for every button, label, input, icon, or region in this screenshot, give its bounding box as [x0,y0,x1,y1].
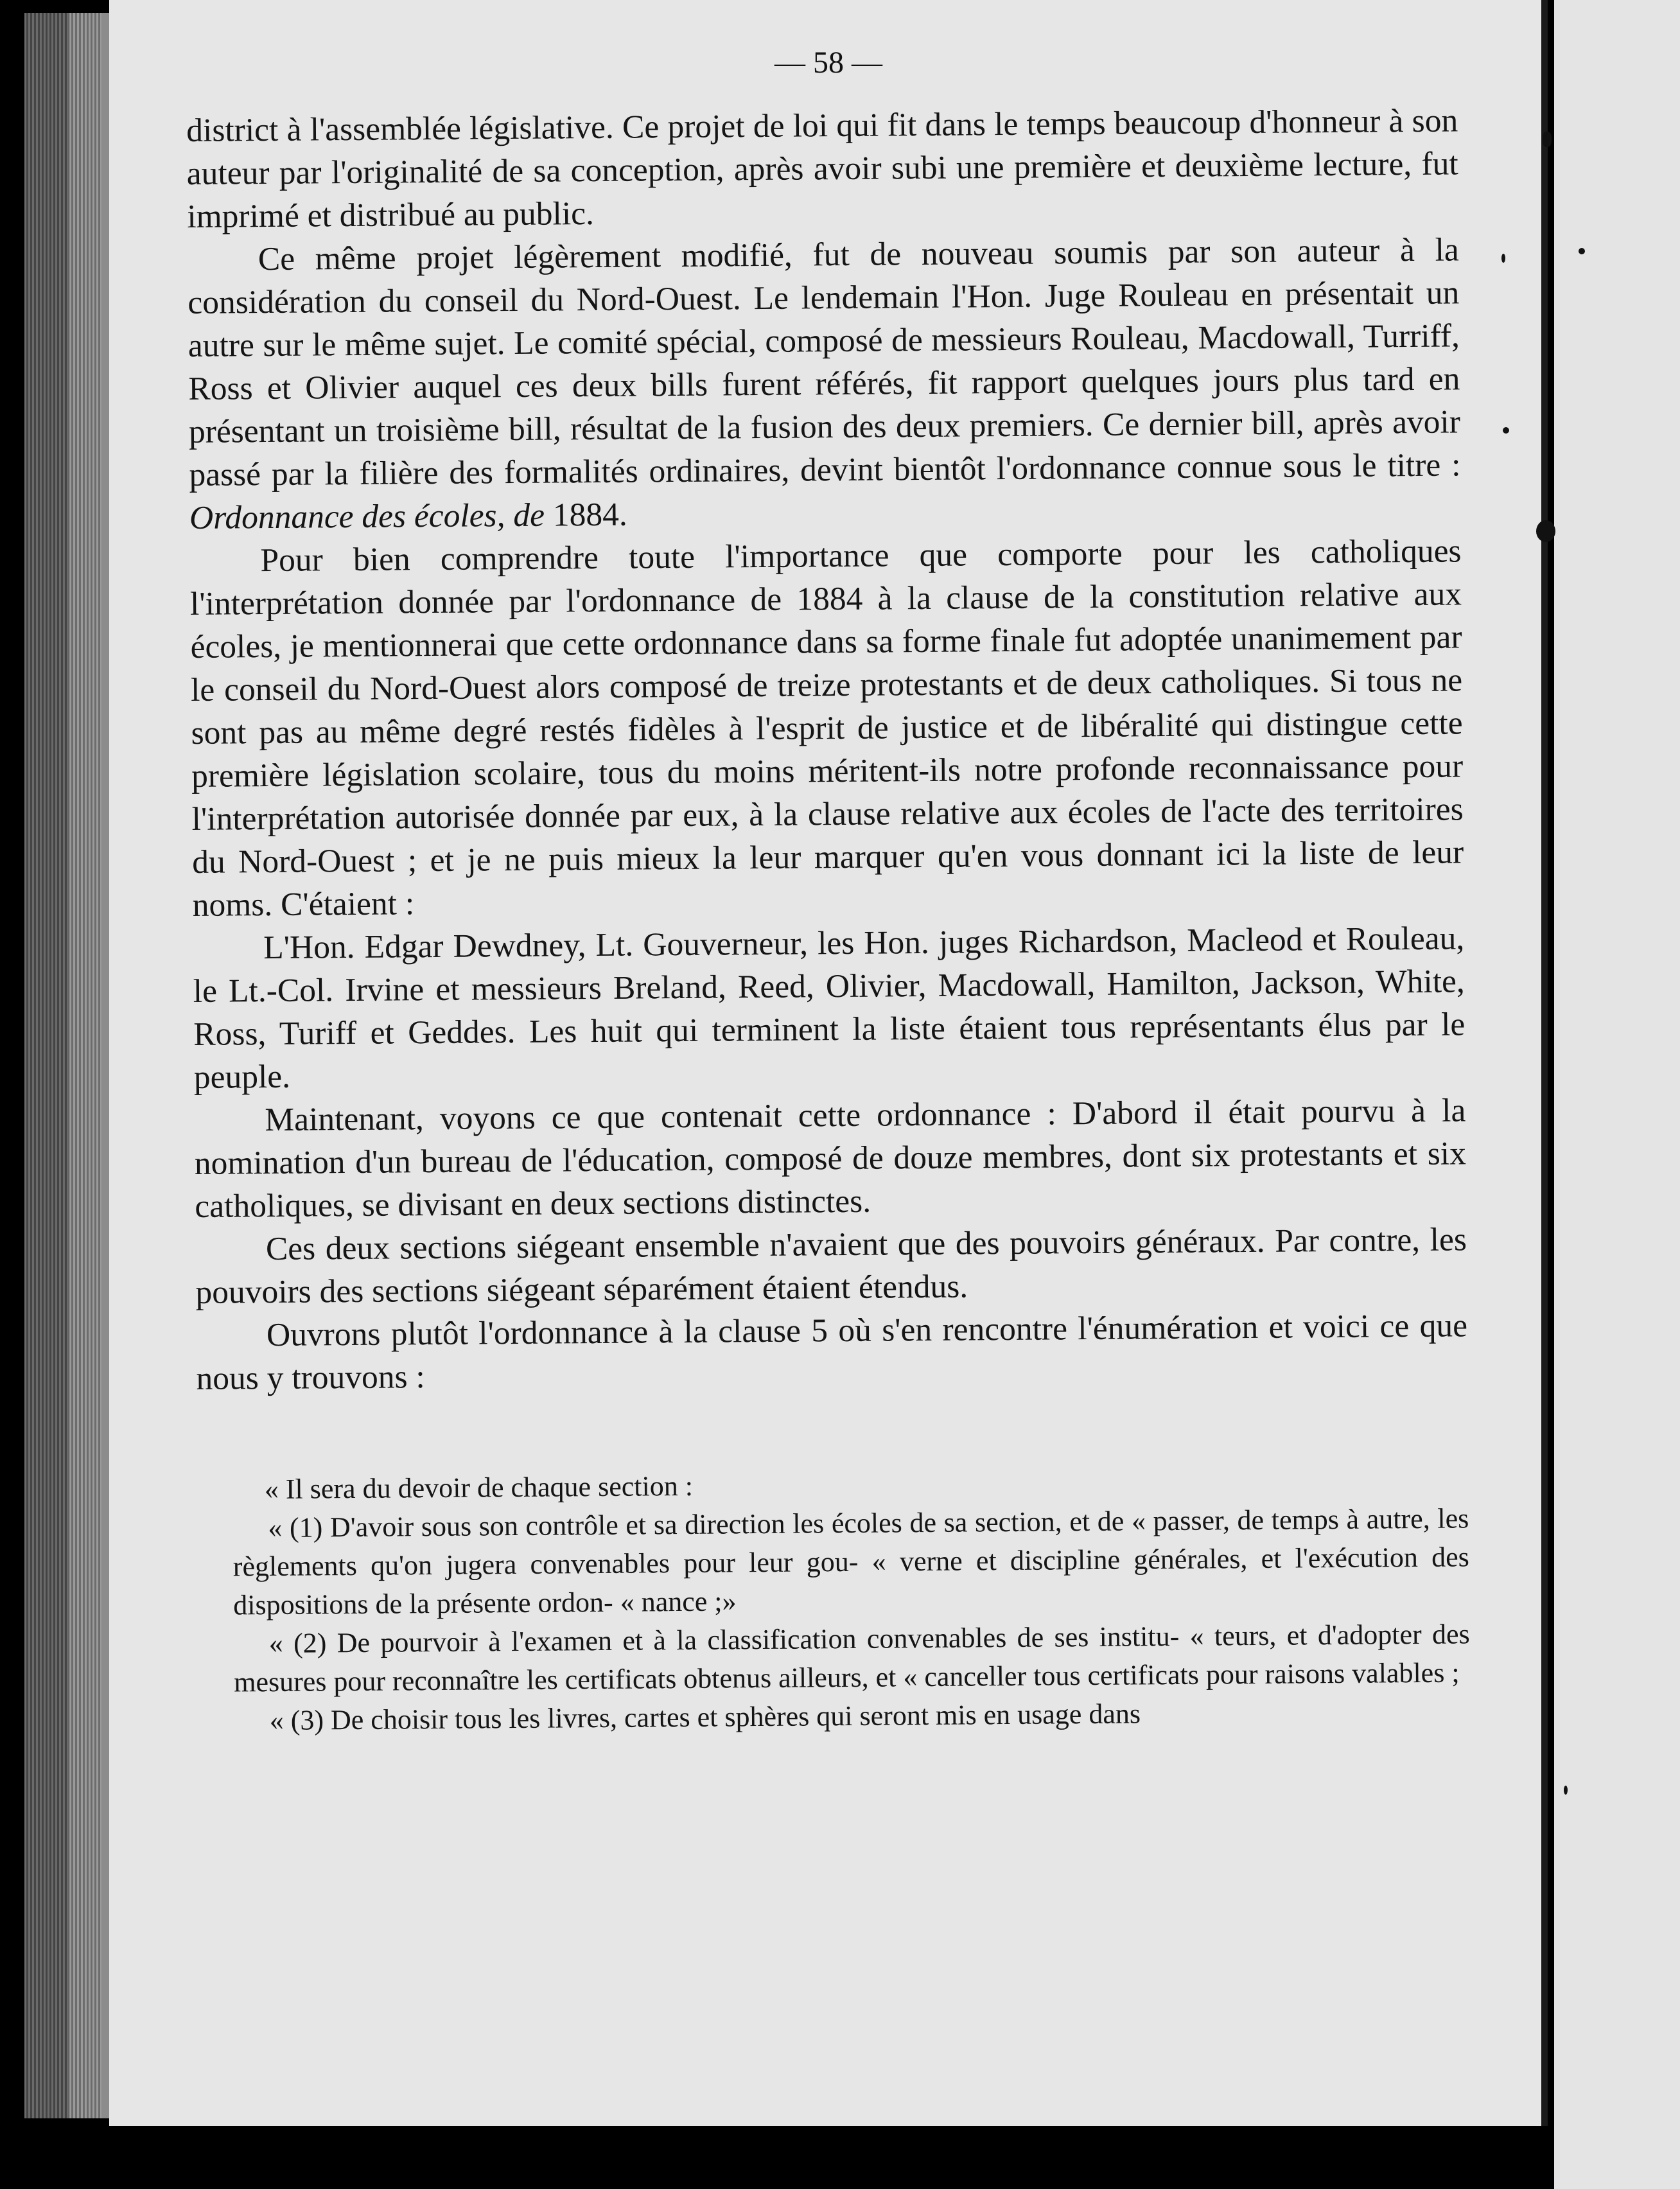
paragraph: L'Hon. Edgar Dewdney, Lt. Gouverneur, les Hon. juges Richardson, Macleod et Rouleau, le Lt.-Col. Irvine et messieurs Breland, Reed, Olivier, Macdowall, Hamilton, Jackson, White, Ross, Turiff et Geddes. Les huit qui terminent la liste étaient tous représentants élus par le peuple. [193,920,1466,1096]
quote-intro: « Il sera du devoir de chaque section : [264,1470,694,1506]
paragraph: Ouvrons plutôt l'ordonnance à la clause 5 où s'en rencontre l'énumération et voici ce que nous y trouvons : [196,1307,1468,1397]
quote-item: « (3) De choisir tous les livres, cartes et sphères qui seront mis en usage dans [269,1698,1141,1737]
page-stack-edge [24,13,69,2118]
paragraph [188,228,1462,540]
page-number: — 58 — [774,46,882,80]
scan-speck [1501,254,1505,263]
scan-speck [1543,132,1552,147]
paragraph: Pour bien comprendre toute l'importance que comporte pour les catholiques l'interprétation donnée par l'ordonnance de 1884 à la clause de la constitution relative aux écoles, je mentionnerai que cette ordonnance dans sa forme finale fut adoptée unanimement par le conseil du Nord-Ouest alors composé de treize protestants et de deux catholiques. Si tous ne sont pas au même degré restés fidèles à l'esprit de justice et de libéralité qui distingue cette première législation scolaire, tous du moins méritent-ils notre profonde reconnaissance pour l'interprétation autorisée donnée par eux, à la clause relative aux écoles de l'acte des territoires du Nord-Ouest ; et je ne puis mieux la leur marquer qu'en vous donnant ici la liste de leur noms. C'étaient : [189,532,1464,924]
ordinance-year: 1884. [552,496,627,534]
adjacent-page [1554,0,1680,2189]
paragraph: district à l'assemblée législative. Ce projet de loi qui fit dans le temps beaucoup d'honneur à son auteur par l'originalité de sa conception, après avoir subi une première et deuxième lecture, fut imprimé et distribué au public. [186,102,1458,235]
scan-speck [1536,520,1555,542]
scan-speck [1579,248,1585,254]
paragraph-text: Ce même projet légèrement modifié, fut de nouveau soumis par son auteur à la considération du conseil du Nord-Ouest. Le lendemain l'Hon. Juge Rouleau en présentait un autre sur le même sujet. Le comité spécial, composé de messieurs Rouleau, Macdowall, Turriff, Ross et Olivier auquel ces deux bills furent référés, fit rapport quelques jours plus tard en présentant un troisième bill, résultat de la fusion des deux premiers. Ce dernier bill, après avoir passé par la filière des formalités ordinaires, devint bientôt l'ordonnance connue sous le titre : [188,231,1461,493]
paragraph: Ces deux sections siégeant ensemble n'avaient que des pouvoirs généraux. Par contre, les pouvoirs des sections siégeant séparément étaient étendus. [195,1221,1467,1311]
quote-item: « (2) De pourvoir à l'examen et à la classification convenables de ses institu- « teurs, et d'adopter des mesures pour reconnaître les certificats obtenus ailleurs, et « canceller tous certificats pour raisons valables ; [234,1618,1470,1698]
book-page [109,0,1548,2126]
paragraph: Maintenant, voyons ce que contenait cette ordonnance : D'abord il était pourvu à la nomination d'un bureau de l'éducation, composé de douze membres, dont six protestants et six catholiques, se divisant en deux sections distinctes. [194,1092,1467,1225]
body-text [186,99,1471,1740]
quote-item: « (1) D'avoir sous son contrôle et sa direction les écoles de sa section, et de « passer, de temps à autre, les règlements qu'on jugera convenables pour leur gou- « verne et discipline générales, et l'exécution des dispositions de la présente ordon- « nance ;» [232,1502,1469,1621]
page-stack-edge [69,13,101,2118]
scan-speck [1564,1786,1568,1795]
quoted-ordinance [197,1461,1471,1741]
ordinance-title: Ordonnance des écoles, de [189,497,545,536]
scan-speck [1503,427,1509,434]
